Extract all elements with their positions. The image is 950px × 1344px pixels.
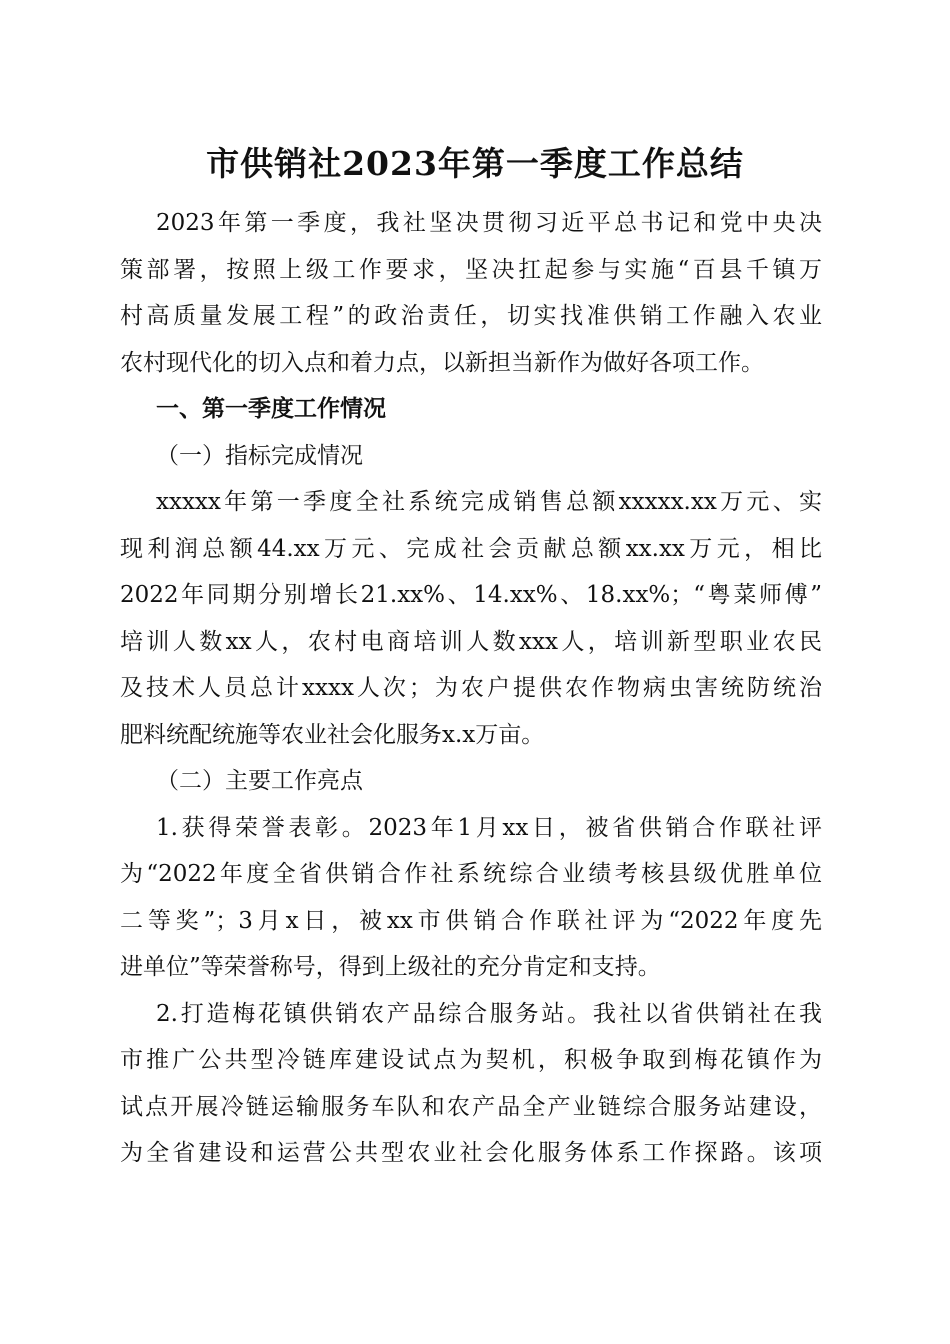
text-line: 及技术人员总计xxxx人次；为农户提供农作物病虫害统防统治	[120, 675, 822, 701]
text-line: 进单位”等荣誉称号，得到上级社的充分肯定和支持。	[120, 954, 661, 980]
text-line: 1.获得荣誉表彰。2023年1月xx日，被省供销合作联社评	[156, 814, 822, 841]
text-line: 2022年同期分别增长21.xx%、14.xx%、18.xx%；“粤菜师傅”	[120, 582, 822, 608]
text-line: 2023年第一季度，我社坚决贯彻习近平总书记和党中央决	[156, 210, 822, 236]
paragraph	[120, 479, 822, 758]
paragraph	[120, 991, 822, 1177]
text-line: xxxxx年第一季度全社系统完成销售总额xxxxx.xx万元、实	[156, 489, 822, 515]
subsection-heading	[120, 433, 822, 480]
text-line: 肥料统配统施等农业社会化服务x.x万亩。	[120, 721, 545, 748]
text-line: 培训人数xx人，农村电商培训人数xxx人，培训新型职业农民	[120, 628, 822, 655]
paragraph	[120, 200, 822, 386]
text-line: （二）主要工作亮点	[156, 768, 363, 794]
text-line: 2.打造梅花镇供销农产品综合服务站。我社以省供销社在我	[156, 1000, 822, 1027]
text-line: 现利润总额44.xx万元、完成社会贡献总额xx.xx万元，相比	[120, 535, 822, 562]
document-title: 市供销社2023年第一季度工作总结	[206, 144, 744, 183]
text-line: 一、第一季度工作情况	[156, 395, 386, 422]
document-body	[120, 200, 822, 1177]
subsection-heading	[120, 758, 822, 805]
text-line: 为全省建设和运营公共型农业社会化服务体系工作探路。该项	[120, 1140, 822, 1166]
text-line: 试点开展冷链运输服务车队和农产品全产业链综合服务站建设，	[120, 1093, 822, 1120]
section-heading	[120, 386, 822, 433]
text-line: 村高质量发展工程”的政治责任，切实找准供销工作融入农业	[120, 303, 822, 329]
text-line: 市推广公共型冷链库建设试点为契机，积极争取到梅花镇作为	[120, 1047, 822, 1073]
text-line: 农村现代化的切入点和着力点，以新担当新作为做好各项工作。	[120, 349, 764, 376]
paragraph	[120, 805, 822, 991]
text-line: 策部署，按照上级工作要求，坚决扛起参与实施“百县千镇万	[120, 256, 822, 283]
text-line: 二等奖”；3月x日，被xx市供销合作联社评为“2022年度先	[120, 907, 822, 934]
text-line: （一）指标完成情况	[156, 442, 363, 469]
text-line: 为“2022年度全省供销合作社系统综合业绩考核县级优胜单位	[120, 861, 822, 887]
